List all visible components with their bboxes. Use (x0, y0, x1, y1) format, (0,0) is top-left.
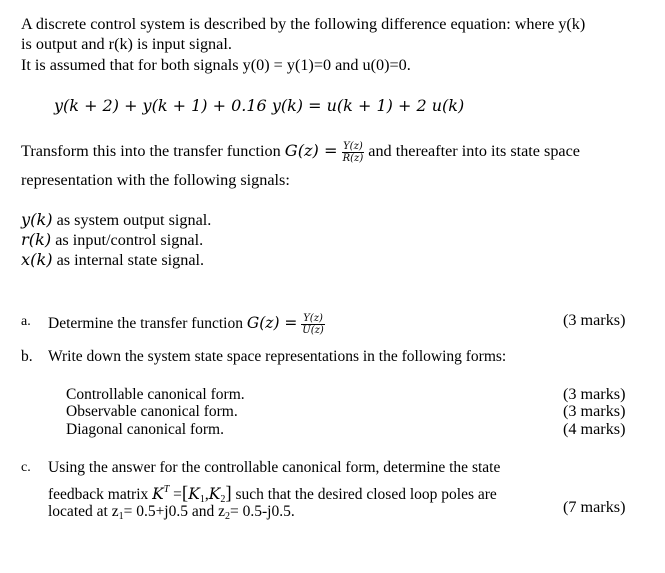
transfer-fraction (342, 141, 365, 164)
form-controllable: Controllable canonical form. (66, 386, 245, 403)
fraction-numerator: Y(z) (303, 313, 323, 324)
gain-k1-subscript: 1 (199, 494, 205, 505)
transfer-function-symbol: G(z) = (246, 314, 298, 333)
question-c-line-2-suffix: such that the desired closed loop poles are (231, 486, 497, 503)
fraction-denominator: U(z) (302, 325, 324, 336)
right-bracket: ] (225, 483, 232, 504)
pole-text-3: = 0.5-j0.5. (230, 503, 295, 520)
transform-text-after: and thereafter into its state space (368, 142, 580, 161)
fraction-denominator: R(z) (342, 153, 364, 164)
transform-text-before: Transform this into the transfer function (21, 142, 285, 161)
fraction-numerator: Y(z) (343, 141, 363, 152)
question-c-marks: (7 marks) (563, 498, 626, 516)
intro-line-1: A discrete control system is described by the following difference equation: where y(k) (21, 15, 586, 33)
form-diagonal: Diagonal canonical form. (66, 421, 224, 438)
question-a-fraction (301, 313, 325, 336)
signal-symbol: x(k) (21, 250, 53, 269)
question-b-label: b. (21, 348, 33, 365)
question-c-label: c. (21, 460, 31, 475)
transpose-superscript: T (163, 484, 170, 495)
signal-description: as input/control signal. (51, 231, 204, 249)
gain-k2: K (208, 485, 221, 503)
signal-symbol: y(k) (21, 210, 53, 229)
pole-text-2: = 0.5+j0.5 and z (123, 503, 226, 520)
gain-matrix-symbol: K (152, 485, 164, 503)
intro-line-3: It is assumed that for both signals y(0) = y(1)=0 and u(0)=0. (21, 56, 411, 74)
signal-output (21, 210, 211, 230)
question-b-text: Write down the system state space representations in the following forms: (48, 348, 507, 365)
equals-sign: = (169, 486, 182, 503)
pole-z2-subscript: 2 (225, 511, 231, 522)
intro-line-2: is output and r(k) is input signal. (21, 35, 232, 53)
transform-line-1 (21, 141, 580, 164)
form-diagonal-marks: (4 marks) (563, 420, 626, 438)
difference-equation: y(k + 2) + y(k + 1) + 0.16 y(k) = u(k + 1) + 2 u(k) (54, 96, 465, 115)
question-c-line-3 (48, 502, 295, 526)
signal-input (21, 230, 203, 250)
signal-symbol: r(k) (21, 230, 52, 249)
question-a-sentence: Determine the transfer function (48, 315, 247, 333)
question-c-line-2-prefix: feedback matrix (48, 486, 153, 503)
form-observable-marks: (3 marks) (563, 402, 626, 420)
gain-k1: K (188, 485, 200, 503)
question-c-line-1: Using the answer for the controllable canonical form, determine the state (48, 459, 501, 476)
transform-line-2: representation with the following signals: (21, 171, 290, 189)
signal-description: as internal state signal. (52, 251, 205, 269)
transfer-function-symbol: G(z) = (284, 141, 338, 161)
question-a-marks: (3 marks) (563, 311, 626, 329)
form-controllable-marks: (3 marks) (563, 385, 626, 403)
question-a-label: a. (21, 314, 31, 329)
pole-z1-subscript: 1 (118, 511, 124, 522)
pole-text-1: located at z (48, 503, 119, 520)
signal-state (21, 250, 204, 270)
gain-k2-subscript: 2 (220, 494, 226, 505)
question-a-text (48, 313, 325, 336)
signal-description: as system output signal. (52, 211, 212, 229)
form-observable: Observable canonical form. (66, 403, 238, 420)
comma: , (204, 486, 209, 503)
left-bracket: [ (181, 483, 189, 504)
